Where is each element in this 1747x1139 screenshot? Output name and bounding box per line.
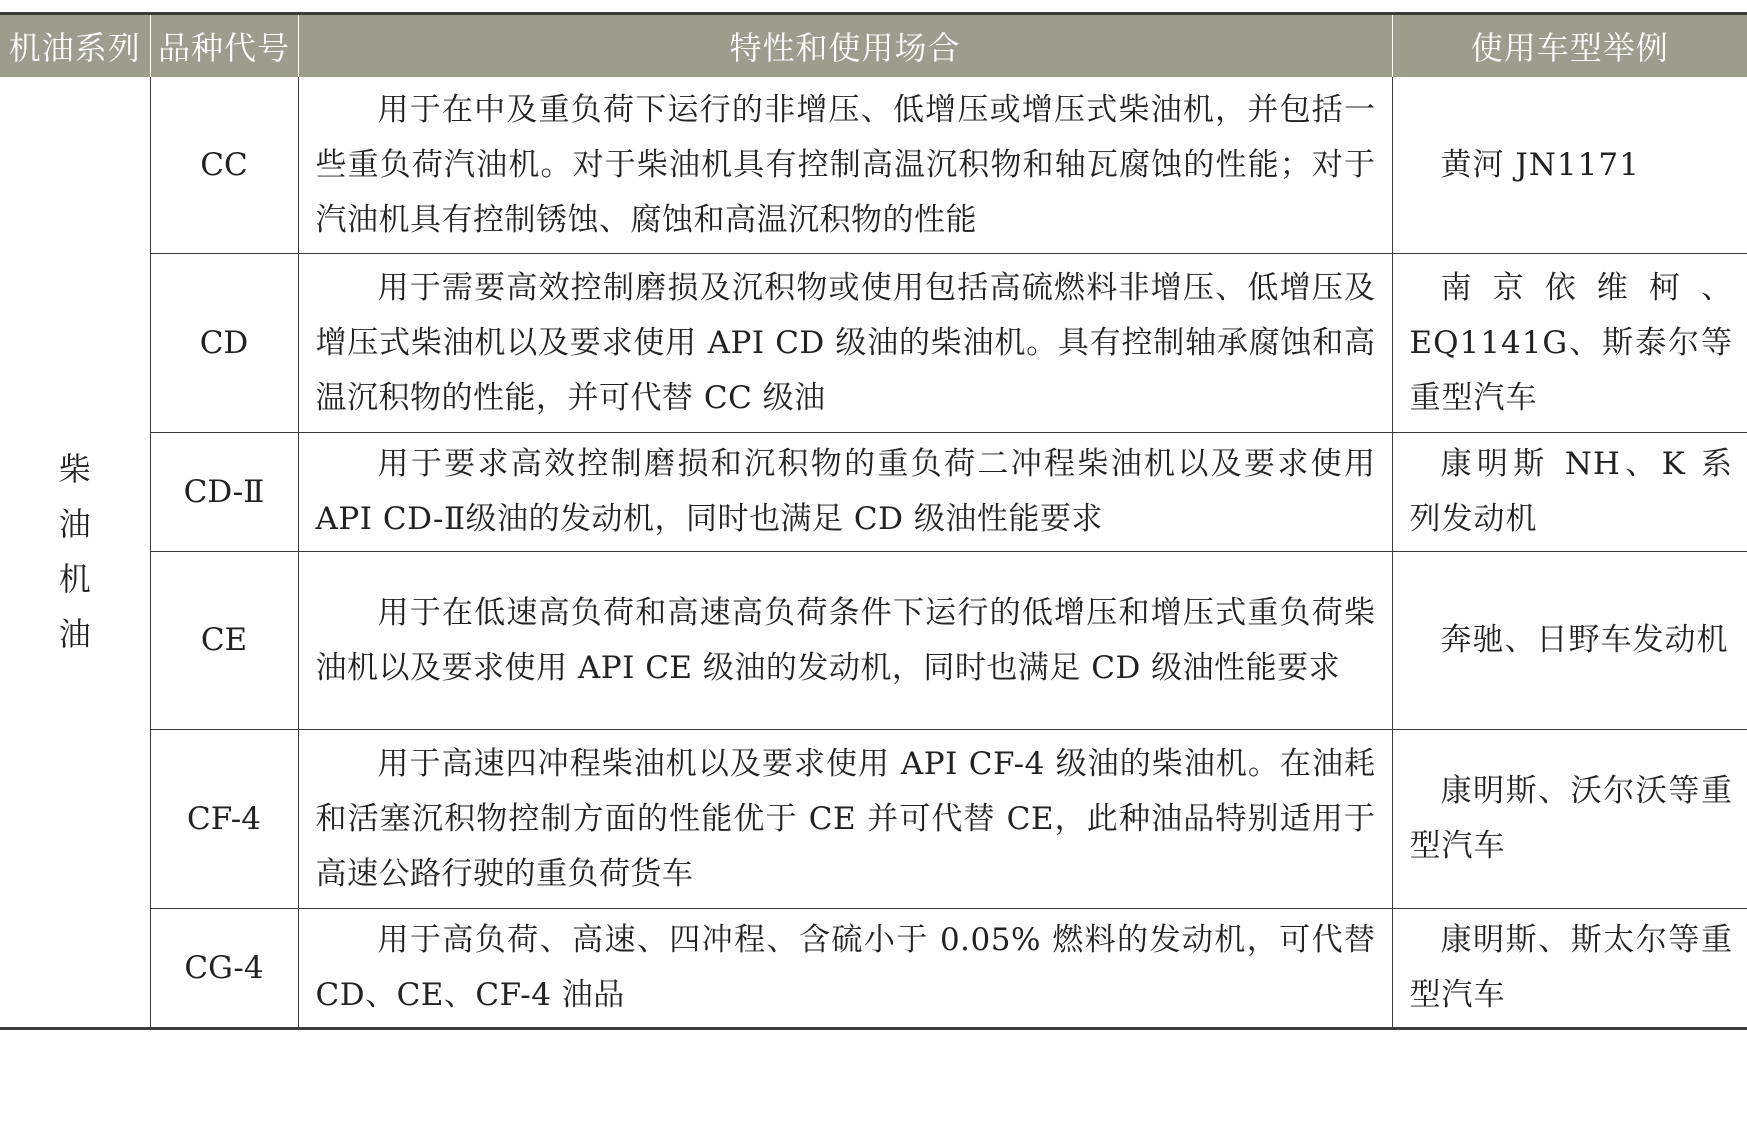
description-text: 用于要求高效控制磨损和沉积物的重负荷二冲程柴油机以及要求使用 API CD-Ⅱ级油的发动机，同时也满足 CD 级油性能要求 (315, 446, 1376, 537)
header-series: 机油系列 (0, 14, 150, 78)
example-cell (1392, 909, 1747, 1029)
example-cell (1392, 254, 1747, 433)
code-cell: CF-4 (150, 730, 298, 909)
code-cell: CG-4 (150, 909, 298, 1029)
code-cell: CD (150, 254, 298, 433)
header-row (0, 14, 1747, 78)
code-cell: CC (150, 77, 298, 254)
description-text: 用于在低速高负荷和高速高负荷条件下运行的低增压和增压式重负荷柴油机以及要求使用 API CE 级油的发动机，同时也满足 CD 级油性能要求 (315, 594, 1376, 686)
header-description: 特性和使用场合 (298, 14, 1392, 78)
description-cell (298, 77, 1392, 254)
example-cell (1392, 433, 1747, 552)
table-row (0, 254, 1747, 433)
table-row (0, 77, 1747, 254)
example-text: 奔驰、日野车发动机 (1440, 622, 1729, 658)
description-text: 用于在中及重负荷下运行的非增压、低增压或增压式柴油机，并包括一些重负荷汽油机。对于柴油机具有控制高温沉积物和轴瓦腐蚀的性能；对于汽油机具有控制锈蚀、腐蚀和高温沉积物的性能 (315, 91, 1376, 238)
table-header (0, 14, 1747, 78)
example-cell (1392, 77, 1747, 254)
series-label: 柴油机油 (58, 449, 91, 653)
example-cell (1392, 730, 1747, 909)
table-body (0, 77, 1747, 1029)
description-cell (298, 254, 1392, 433)
table-row (0, 730, 1747, 909)
description-cell (298, 552, 1392, 730)
header-example: 使用车型举例 (1392, 14, 1747, 78)
table-row (0, 909, 1747, 1029)
example-text: 康明斯 NH、K 系列发动机 (1409, 446, 1733, 537)
example-text: 康明斯、斯太尔等重型汽车 (1409, 922, 1733, 1013)
description-cell (298, 730, 1392, 909)
description-text: 用于高负荷、高速、四冲程、含硫小于 0.05% 燃料的发动机，可代替 CD、CE、CF-4 油品 (315, 922, 1376, 1013)
description-text: 用于需要高效控制磨损及沉积物或使用包括高硫燃料非增压、低增压及增压式柴油机以及要求使用 API CD 级油的柴油机。具有控制轴承腐蚀和高温沉积物的性能，并可代替 CC 级油 (315, 269, 1376, 416)
header-code: 品种代号 (150, 14, 298, 78)
code-cell: CD-Ⅱ (150, 433, 298, 552)
description-cell (298, 433, 1392, 552)
series-cell (0, 77, 150, 1029)
description-text: 用于高速四冲程柴油机以及要求使用 API CF-4 级油的柴油机。在油耗和活塞沉积物控制方面的性能优于 CE 并可代替 CE，此种油品特别适用于高速公路行驶的重负荷货车 (315, 745, 1376, 892)
example-text: 黄河 JN1171 (1440, 146, 1640, 183)
example-text: 康明斯、沃尔沃等重型汽车 (1409, 773, 1733, 864)
example-cell (1392, 552, 1747, 730)
diesel-oil-spec-table (0, 12, 1747, 1030)
example-text: 南京依维柯、EQ1141G、斯泰尔等重型汽车 (1409, 269, 1733, 416)
table-row (0, 552, 1747, 730)
code-cell: CE (150, 552, 298, 730)
description-cell (298, 909, 1392, 1029)
table-row (0, 433, 1747, 552)
